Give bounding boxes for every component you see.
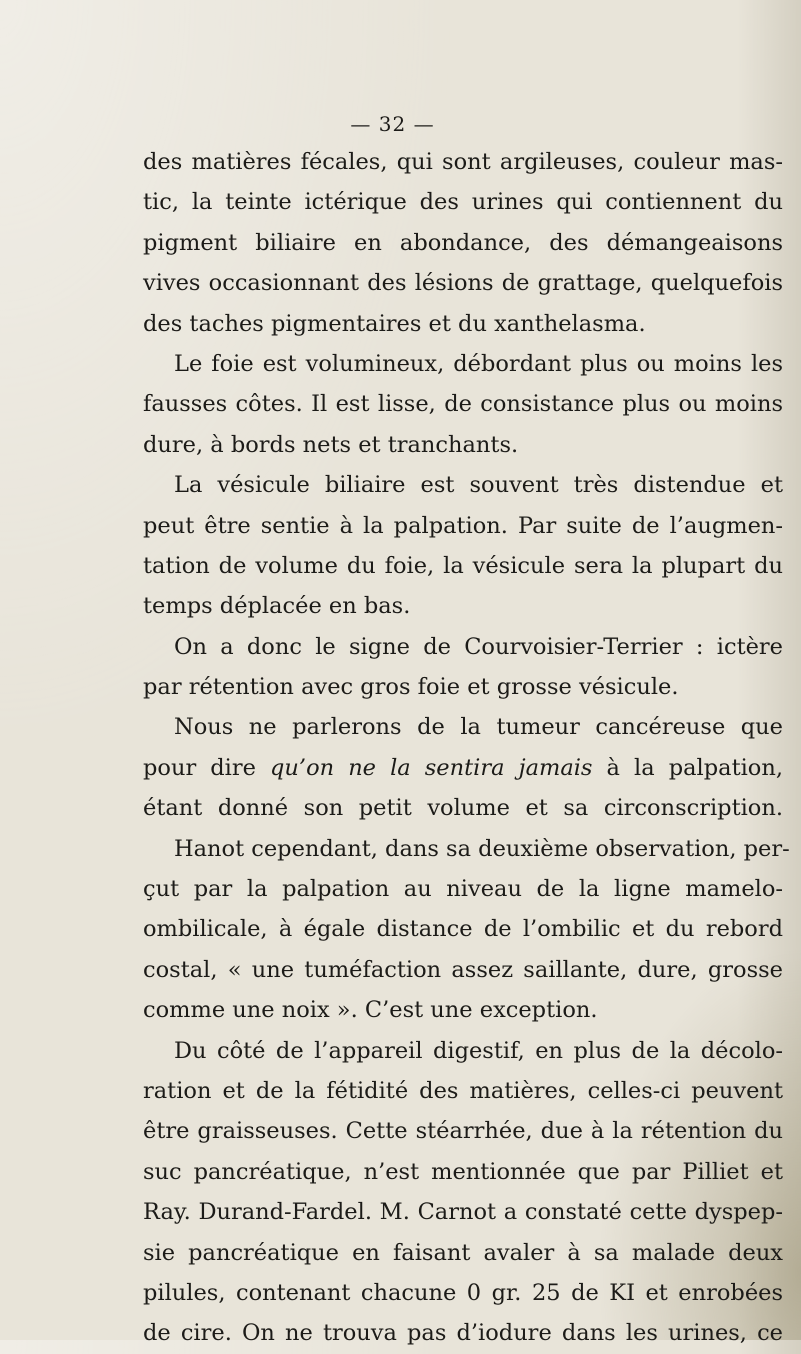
text-line: ombilicale, à égale distance de l’ombilic et du rebord bbox=[143, 916, 783, 943]
text-line: des matières fécales, qui sont argileuses, couleur mas- bbox=[143, 149, 783, 175]
page-number: — 32 — bbox=[350, 112, 435, 136]
text-line: sie pancréatique en faisant avaler à sa malade deux bbox=[143, 1239, 783, 1266]
text-line: comme une noix ». C’est une exception. bbox=[143, 997, 598, 1024]
text-line: Le foie est volumineux, débordant plus ou moins les bbox=[174, 350, 783, 377]
text-line: suc pancréatique, n’est mentionnée que par Pilliet et bbox=[143, 1158, 783, 1185]
text-line: dure, à bords nets et tranchants. bbox=[143, 431, 519, 458]
text-line: temps déplacée en bas. bbox=[143, 593, 411, 620]
text-line: étant donné son petit volume et sa circonscription. bbox=[143, 795, 783, 822]
text-line: pilules, contenant chacune 0 gr. 25 de KI et enrobées bbox=[143, 1279, 783, 1306]
text-run: à la palpation, bbox=[592, 754, 783, 781]
text-line: çut par la palpation au niveau de la ligne mamelo- bbox=[143, 876, 783, 903]
italic-phrase: qu’on ne la sentira jamais bbox=[270, 754, 593, 781]
text-line: Nous ne parlerons de la tumeur cancéreuse que bbox=[174, 714, 783, 741]
text-line: On a donc le signe de Courvoisier-Terrier : ictère bbox=[174, 633, 783, 660]
text-line: Ray. Durand-Fardel. M. Carnot a constaté cette dyspep- bbox=[143, 1199, 783, 1226]
text-line: de cire. On ne trouva pas d’iodure dans les urines, ce bbox=[143, 1320, 783, 1347]
text-line: Du côté de l’appareil digestif, en plus de la décolo- bbox=[174, 1037, 783, 1064]
text-line: tation de volume du foie, la vésicule sera la plupart du bbox=[143, 552, 783, 579]
text-line: ration et de la fétidité des matières, celles-ci peuvent bbox=[143, 1077, 783, 1104]
text-line: pigment biliaire en abondance, des démangeaisons bbox=[143, 229, 783, 256]
text-line bbox=[143, 748, 783, 788]
text-line: vives occasionnant des lésions de grattage, quelquefois bbox=[143, 270, 783, 297]
text-line: Hanot cependant, dans sa deuxième observation, per- bbox=[174, 835, 790, 862]
text-line: des taches pigmentaires et du xanthelasma. bbox=[143, 310, 646, 337]
text-line: La vésicule biliaire est souvent très distendue et bbox=[174, 472, 783, 499]
text-line: peut être sentie à la palpation. Par suite de l’augmen- bbox=[143, 512, 783, 539]
text-line: costal, « une tuméfaction assez saillante, dure, grosse bbox=[143, 956, 783, 983]
text-line: tic, la teinte ictérique des urines qui contiennent du bbox=[143, 189, 783, 216]
text-line: fausses côtes. Il est lisse, de consistance plus ou moins bbox=[143, 391, 783, 418]
body-text bbox=[143, 142, 790, 1354]
text-line: par rétention avec gros foie et grosse vésicule. bbox=[143, 674, 679, 701]
text-line: être graisseuses. Cette stéarrhée, due à la rétention du bbox=[143, 1118, 783, 1145]
text-run: pour dire bbox=[143, 754, 271, 781]
